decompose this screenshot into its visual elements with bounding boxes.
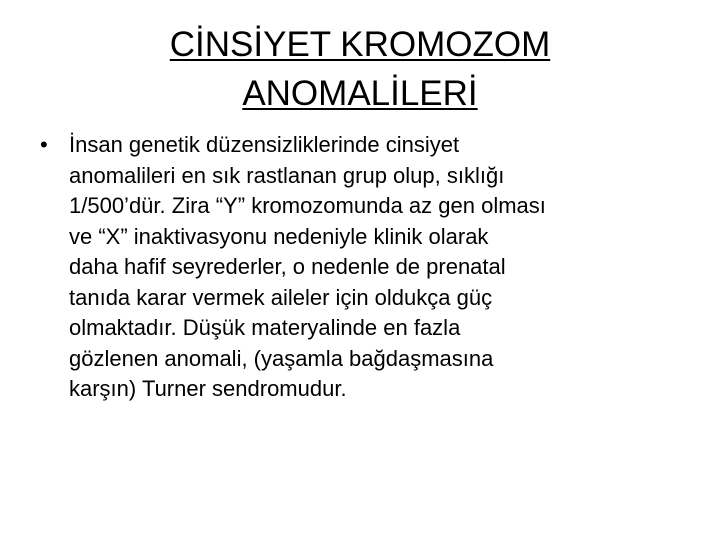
bullet-text-line: tanıda karar vermek aileler için oldukça güç xyxy=(69,284,493,310)
bullet-text-line: daha hafif seyrederler, o nedenle de prenatal xyxy=(69,254,506,279)
title-line: ANOMALİLERİ xyxy=(242,74,478,113)
bullet-text-line: 1/500’dür. Zira “Y” kromozomunda az gen olması xyxy=(69,193,546,218)
slide-title xyxy=(60,20,660,118)
bullet-text-line: anomalileri en sık rastlanan grup olup, sıklığı xyxy=(69,162,505,188)
bullet-text-line: İnsan genetik düzensizliklerinde cinsiyet xyxy=(69,132,460,157)
bullet-text-line: gözlenen anomali, (yaşamla bağdaşmasına xyxy=(69,345,494,371)
bullet-text-line: karşın) Turner sendromudur. xyxy=(69,376,347,401)
title-line: CİNSİYET KROMOZOM xyxy=(169,25,551,64)
bullet-item xyxy=(40,130,690,405)
bullet-dot-icon: • xyxy=(40,132,48,157)
bullet-list xyxy=(40,130,690,405)
bullet-text-line: ve “X” inaktivasyonu nedeniyle klinik olarak xyxy=(69,223,489,249)
bullet-text-line: olmaktadır. Düşük materyalinde en fazla xyxy=(69,315,461,340)
